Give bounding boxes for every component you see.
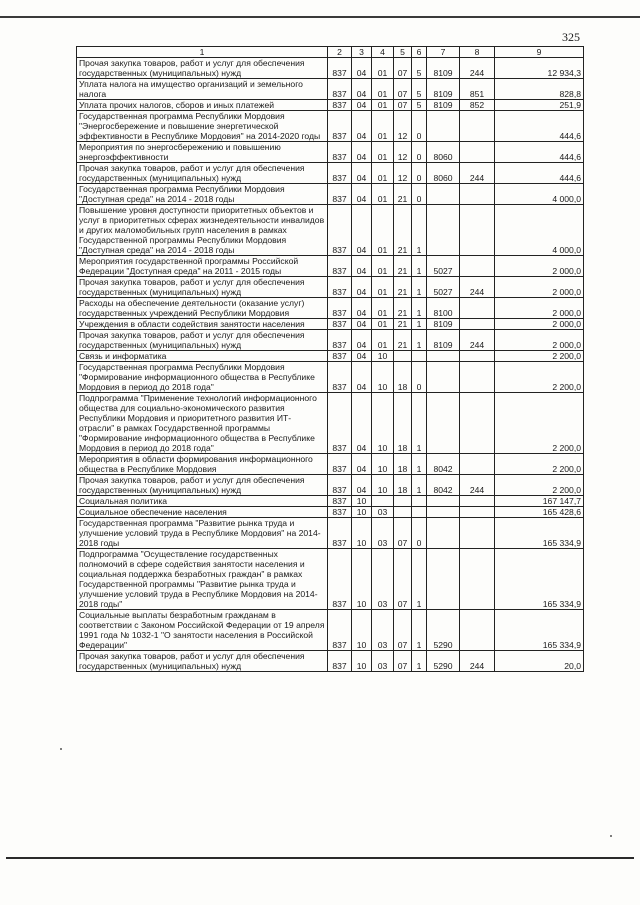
- column-header: 2: [328, 47, 352, 58]
- cell-ministry-code: 837: [328, 111, 352, 142]
- table-row: [77, 58, 584, 79]
- table-row: [77, 163, 584, 184]
- table-row: [77, 518, 584, 549]
- table-row: [77, 351, 584, 362]
- cell-expense-type: [460, 393, 495, 454]
- cell-amount: 2 200,0: [495, 362, 584, 393]
- table-row: [77, 319, 584, 330]
- cell-subsection: 03: [372, 518, 394, 549]
- cell-subprogram: [412, 496, 427, 507]
- cell-expense-type: 852: [460, 100, 495, 111]
- cell-section: 10: [352, 518, 372, 549]
- cell-expense-type: [460, 184, 495, 205]
- cell-ministry-code: 837: [328, 298, 352, 319]
- table-row: [77, 184, 584, 205]
- cell-amount: 165 334,9: [495, 610, 584, 651]
- cell-amount: 828,8: [495, 79, 584, 100]
- scan-speck: [610, 835, 612, 837]
- cell-amount: 165 428,6: [495, 507, 584, 518]
- cell-name: Подпрограмма "Применение технологий информационного общества для социально-экономического развития Республики Мордовия и приоритетного развития ИТ-отрасли" в рамках Государственной программы "Формирование информационного общества в Республике Мордовия в период до 2018 года": [77, 393, 328, 454]
- cell-subprogram: 1: [412, 610, 427, 651]
- table-row: [77, 330, 584, 351]
- cell-expense-type: [460, 319, 495, 330]
- cell-subsection: 01: [372, 298, 394, 319]
- cell-target-article: 5290: [427, 651, 460, 672]
- cell-target-article: [427, 518, 460, 549]
- cell-name: Государственная программа Республики Мордовия "Доступная среда" на 2014 - 2018 годы: [77, 184, 328, 205]
- cell-section: 04: [352, 142, 372, 163]
- cell-target-article: 8060: [427, 163, 460, 184]
- cell-expense-type: [460, 549, 495, 610]
- cell-ministry-code: 837: [328, 163, 352, 184]
- cell-program: 12: [394, 142, 412, 163]
- cell-name: Учреждения в области содействия занятости населения: [77, 319, 328, 330]
- scan-speck: [60, 748, 62, 750]
- cell-section: 04: [352, 256, 372, 277]
- cell-target-article: [427, 549, 460, 610]
- cell-amount: 165 334,9: [495, 549, 584, 610]
- cell-subprogram: 0: [412, 362, 427, 393]
- cell-expense-type: [460, 111, 495, 142]
- cell-subsection: 10: [372, 393, 394, 454]
- cell-program: 21: [394, 330, 412, 351]
- cell-program: 07: [394, 651, 412, 672]
- cell-ministry-code: 837: [328, 58, 352, 79]
- cell-ministry-code: 837: [328, 549, 352, 610]
- cell-subsection: 01: [372, 277, 394, 298]
- top-rule: [0, 16, 640, 18]
- cell-subprogram: 5: [412, 79, 427, 100]
- cell-target-article: 5290: [427, 610, 460, 651]
- column-header: 1: [77, 47, 328, 58]
- cell-ministry-code: 837: [328, 362, 352, 393]
- table-row: [77, 79, 584, 100]
- cell-amount: 251,9: [495, 100, 584, 111]
- cell-amount: 2 000,0: [495, 298, 584, 319]
- table-row: [77, 393, 584, 454]
- cell-ministry-code: 837: [328, 475, 352, 496]
- cell-ministry-code: 837: [328, 651, 352, 672]
- cell-subsection: 01: [372, 184, 394, 205]
- cell-section: 10: [352, 549, 372, 610]
- table-row: [77, 610, 584, 651]
- cell-target-article: 8109: [427, 319, 460, 330]
- cell-subsection: 03: [372, 610, 394, 651]
- table-row: [77, 298, 584, 319]
- cell-program: 07: [394, 610, 412, 651]
- column-header: 6: [412, 47, 427, 58]
- table-row: [77, 100, 584, 111]
- cell-target-article: [427, 496, 460, 507]
- table-row: [77, 362, 584, 393]
- cell-name: Связь и информатика: [77, 351, 328, 362]
- cell-section: 04: [352, 393, 372, 454]
- cell-program: [394, 496, 412, 507]
- cell-target-article: [427, 393, 460, 454]
- cell-section: 10: [352, 496, 372, 507]
- cell-ministry-code: 837: [328, 496, 352, 507]
- cell-section: 04: [352, 100, 372, 111]
- cell-target-article: 8109: [427, 79, 460, 100]
- cell-target-article: 5027: [427, 256, 460, 277]
- cell-section: 04: [352, 58, 372, 79]
- table-row: [77, 651, 584, 672]
- cell-program: 07: [394, 100, 412, 111]
- cell-subsection: 03: [372, 549, 394, 610]
- cell-target-article: 8042: [427, 475, 460, 496]
- cell-ministry-code: 837: [328, 319, 352, 330]
- cell-name: Прочая закупка товаров, работ и услуг для обеспечения государственных (муниципальных) нужд: [77, 277, 328, 298]
- cell-subsection: 01: [372, 142, 394, 163]
- cell-name: Государственная программа Республики Мордовия "Формирование информационного общества в Республике Мордовия в период до 2018 года": [77, 362, 328, 393]
- table-row: [77, 549, 584, 610]
- cell-section: 10: [352, 610, 372, 651]
- cell-name: Уплата прочих налогов, сборов и иных платежей: [77, 100, 328, 111]
- cell-subsection: 03: [372, 507, 394, 518]
- cell-program: [394, 507, 412, 518]
- column-header: 3: [352, 47, 372, 58]
- cell-program: 21: [394, 256, 412, 277]
- cell-program: 07: [394, 549, 412, 610]
- table-row: [77, 507, 584, 518]
- cell-ministry-code: 837: [328, 184, 352, 205]
- table-row: [77, 142, 584, 163]
- cell-section: 04: [352, 475, 372, 496]
- table-row: [77, 496, 584, 507]
- cell-amount: 12 934,3: [495, 58, 584, 79]
- cell-expense-type: [460, 454, 495, 475]
- cell-target-article: [427, 111, 460, 142]
- cell-subprogram: 0: [412, 111, 427, 142]
- cell-target-article: 8109: [427, 330, 460, 351]
- cell-target-article: [427, 362, 460, 393]
- cell-target-article: [427, 205, 460, 256]
- cell-name: Прочая закупка товаров, работ и услуг для обеспечения государственных (муниципальных) нужд: [77, 330, 328, 351]
- cell-program: 21: [394, 319, 412, 330]
- cell-program: 12: [394, 163, 412, 184]
- cell-subsection: 01: [372, 330, 394, 351]
- cell-subprogram: 1: [412, 651, 427, 672]
- cell-ministry-code: 837: [328, 518, 352, 549]
- cell-subsection: 01: [372, 58, 394, 79]
- table-row: [77, 454, 584, 475]
- cell-section: 10: [352, 651, 372, 672]
- cell-section: 04: [352, 362, 372, 393]
- cell-expense-type: 851: [460, 79, 495, 100]
- cell-subsection: 01: [372, 205, 394, 256]
- cell-target-article: 8109: [427, 100, 460, 111]
- cell-target-article: [427, 184, 460, 205]
- table-row: [77, 111, 584, 142]
- cell-subprogram: [412, 507, 427, 518]
- cell-amount: 2 200,0: [495, 454, 584, 475]
- cell-expense-type: [460, 205, 495, 256]
- cell-name: Подпрограмма "Осуществление государственных полномочий в сфере содействия занятости населения и социальная поддержка безработных граждан" в рамках Государственной программы "Развитие рынка труда и улучшение условий труда в Республике Мордовия на 2014-2018 годы": [77, 549, 328, 610]
- cell-name: Повышение уровня доступности приоритетных объектов и услуг в приоритетных сферах жизнедеятельности инвалидов и других маломобильных групп населения в рамках Государственной программы Республики Мордовия "Доступная среда" на 2014 - 2018 годы: [77, 205, 328, 256]
- cell-amount: 2 200,0: [495, 393, 584, 454]
- cell-expense-type: 244: [460, 58, 495, 79]
- cell-subsection: 10: [372, 351, 394, 362]
- cell-section: 04: [352, 319, 372, 330]
- cell-section: 04: [352, 205, 372, 256]
- cell-name: Мероприятия государственной программы Российской Федерации "Доступная среда" на 2011 - 2015 годы: [77, 256, 328, 277]
- cell-ministry-code: 837: [328, 100, 352, 111]
- cell-subsection: 03: [372, 651, 394, 672]
- cell-subprogram: 0: [412, 163, 427, 184]
- cell-ministry-code: 837: [328, 393, 352, 454]
- column-header: 7: [427, 47, 460, 58]
- cell-program: 07: [394, 518, 412, 549]
- cell-program: [394, 351, 412, 362]
- cell-subsection: 01: [372, 319, 394, 330]
- cell-name: Прочая закупка товаров, работ и услуг для обеспечения государственных (муниципальных) нужд: [77, 163, 328, 184]
- cell-expense-type: [460, 610, 495, 651]
- cell-program: 12: [394, 111, 412, 142]
- cell-subprogram: 5: [412, 58, 427, 79]
- cell-ministry-code: 837: [328, 351, 352, 362]
- cell-name: Мероприятия по энергосбережению и повышению энергоэффективности: [77, 142, 328, 163]
- cell-expense-type: [460, 362, 495, 393]
- cell-subprogram: 0: [412, 518, 427, 549]
- cell-name: Прочая закупка товаров, работ и услуг для обеспечения государственных (муниципальных) нужд: [77, 651, 328, 672]
- cell-section: 04: [352, 79, 372, 100]
- cell-amount: 444,6: [495, 111, 584, 142]
- cell-section: 04: [352, 163, 372, 184]
- cell-subsection: 01: [372, 79, 394, 100]
- cell-target-article: [427, 351, 460, 362]
- table-row: [77, 256, 584, 277]
- cell-target-article: 8100: [427, 298, 460, 319]
- cell-name: Государственная программа Республики Мордовия "Энергосбережение и повышение энергетической эффективности в Республике Мордовия" на 2014-2020 годы: [77, 111, 328, 142]
- cell-section: 04: [352, 111, 372, 142]
- cell-expense-type: [460, 351, 495, 362]
- cell-expense-type: 244: [460, 330, 495, 351]
- cell-ministry-code: 837: [328, 142, 352, 163]
- cell-program: 21: [394, 298, 412, 319]
- cell-subprogram: 1: [412, 298, 427, 319]
- cell-target-article: 8109: [427, 58, 460, 79]
- cell-ministry-code: 837: [328, 610, 352, 651]
- cell-name: Уплата налога на имущество организаций и земельного налога: [77, 79, 328, 100]
- cell-amount: 4 000,0: [495, 184, 584, 205]
- cell-subsection: 10: [372, 475, 394, 496]
- cell-name: Расходы на обеспечение деятельности (оказание услуг) государственных учреждений Республики Мордовия: [77, 298, 328, 319]
- cell-amount: 2 000,0: [495, 256, 584, 277]
- cell-subprogram: 1: [412, 454, 427, 475]
- cell-name: Социальные выплаты безработным гражданам в соответствии с Законом Российской Федерации от 19 апреля 1991 года № 1032-1 "О занятости населения в Российской Федерации": [77, 610, 328, 651]
- cell-subprogram: 1: [412, 277, 427, 298]
- cell-subprogram: 1: [412, 256, 427, 277]
- cell-name: Прочая закупка товаров, работ и услуг для обеспечения государственных (муниципальных) нужд: [77, 475, 328, 496]
- cell-program: 18: [394, 454, 412, 475]
- cell-expense-type: 244: [460, 651, 495, 672]
- cell-subsection: 01: [372, 100, 394, 111]
- cell-amount: 20,0: [495, 651, 584, 672]
- cell-amount: 2 000,0: [495, 277, 584, 298]
- cell-amount: 165 334,9: [495, 518, 584, 549]
- cell-subsection: 10: [372, 454, 394, 475]
- cell-program: 07: [394, 79, 412, 100]
- cell-subsection: [372, 496, 394, 507]
- cell-expense-type: [460, 518, 495, 549]
- cell-name: Государственная программа "Развитие рынка труда и улучшение условий труда в Республике Мордовия" на 2014-2018 годы: [77, 518, 328, 549]
- cell-section: 04: [352, 184, 372, 205]
- cell-subprogram: 5: [412, 100, 427, 111]
- cell-section: 10: [352, 507, 372, 518]
- cell-ministry-code: 837: [328, 330, 352, 351]
- cell-program: 21: [394, 205, 412, 256]
- column-header: 4: [372, 47, 394, 58]
- cell-subprogram: 0: [412, 184, 427, 205]
- cell-subsection: 01: [372, 163, 394, 184]
- cell-amount: 2 200,0: [495, 475, 584, 496]
- cell-subprogram: 1: [412, 475, 427, 496]
- cell-program: 21: [394, 184, 412, 205]
- cell-amount: 444,6: [495, 163, 584, 184]
- cell-expense-type: [460, 256, 495, 277]
- table-row: [77, 277, 584, 298]
- cell-subprogram: 1: [412, 393, 427, 454]
- cell-ministry-code: 837: [328, 256, 352, 277]
- column-header: 9: [495, 47, 584, 58]
- cell-subprogram: 0: [412, 142, 427, 163]
- table-row: [77, 475, 584, 496]
- cell-section: 04: [352, 298, 372, 319]
- table-body: [77, 58, 584, 672]
- cell-name: Социальная политика: [77, 496, 328, 507]
- cell-amount: 2 000,0: [495, 319, 584, 330]
- cell-expense-type: 244: [460, 277, 495, 298]
- column-header: 5: [394, 47, 412, 58]
- cell-expense-type: [460, 507, 495, 518]
- cell-section: 04: [352, 330, 372, 351]
- cell-section: 04: [352, 454, 372, 475]
- cell-expense-type: [460, 496, 495, 507]
- cell-amount: 2 000,0: [495, 330, 584, 351]
- cell-expense-type: 244: [460, 475, 495, 496]
- cell-program: 18: [394, 475, 412, 496]
- cell-ministry-code: 837: [328, 507, 352, 518]
- cell-amount: 2 200,0: [495, 351, 584, 362]
- cell-subsection: 10: [372, 362, 394, 393]
- cell-ministry-code: 837: [328, 205, 352, 256]
- table-row: [77, 205, 584, 256]
- cell-subsection: 01: [372, 256, 394, 277]
- cell-target-article: [427, 507, 460, 518]
- cell-program: 21: [394, 277, 412, 298]
- cell-amount: 167 147,7: [495, 496, 584, 507]
- cell-ministry-code: 837: [328, 79, 352, 100]
- cell-subprogram: 1: [412, 319, 427, 330]
- cell-amount: 4 000,0: [495, 205, 584, 256]
- cell-target-article: 5027: [427, 277, 460, 298]
- cell-subprogram: [412, 351, 427, 362]
- cell-amount: 444,6: [495, 142, 584, 163]
- cell-subsection: 01: [372, 111, 394, 142]
- cell-program: 07: [394, 58, 412, 79]
- cell-expense-type: [460, 142, 495, 163]
- cell-ministry-code: 837: [328, 277, 352, 298]
- budget-table: [76, 46, 584, 672]
- cell-name: Социальное обеспечение населения: [77, 507, 328, 518]
- cell-name: Прочая закупка товаров, работ и услуг для обеспечения государственных (муниципальных) нужд: [77, 58, 328, 79]
- cell-expense-type: [460, 298, 495, 319]
- cell-name: Мероприятия в области формирования информационного общества в Республике Мордовия: [77, 454, 328, 475]
- page-number: 325: [562, 30, 580, 44]
- cell-subprogram: 1: [412, 549, 427, 610]
- cell-subprogram: 1: [412, 205, 427, 256]
- cell-target-article: 8042: [427, 454, 460, 475]
- cell-target-article: 8060: [427, 142, 460, 163]
- cell-program: 18: [394, 393, 412, 454]
- column-header: 8: [460, 47, 495, 58]
- cell-section: 04: [352, 351, 372, 362]
- cell-section: 04: [352, 277, 372, 298]
- cell-ministry-code: 837: [328, 454, 352, 475]
- header-row: [77, 47, 584, 58]
- cell-subprogram: 1: [412, 330, 427, 351]
- bottom-rule: [6, 857, 634, 859]
- cell-program: 18: [394, 362, 412, 393]
- cell-expense-type: 244: [460, 163, 495, 184]
